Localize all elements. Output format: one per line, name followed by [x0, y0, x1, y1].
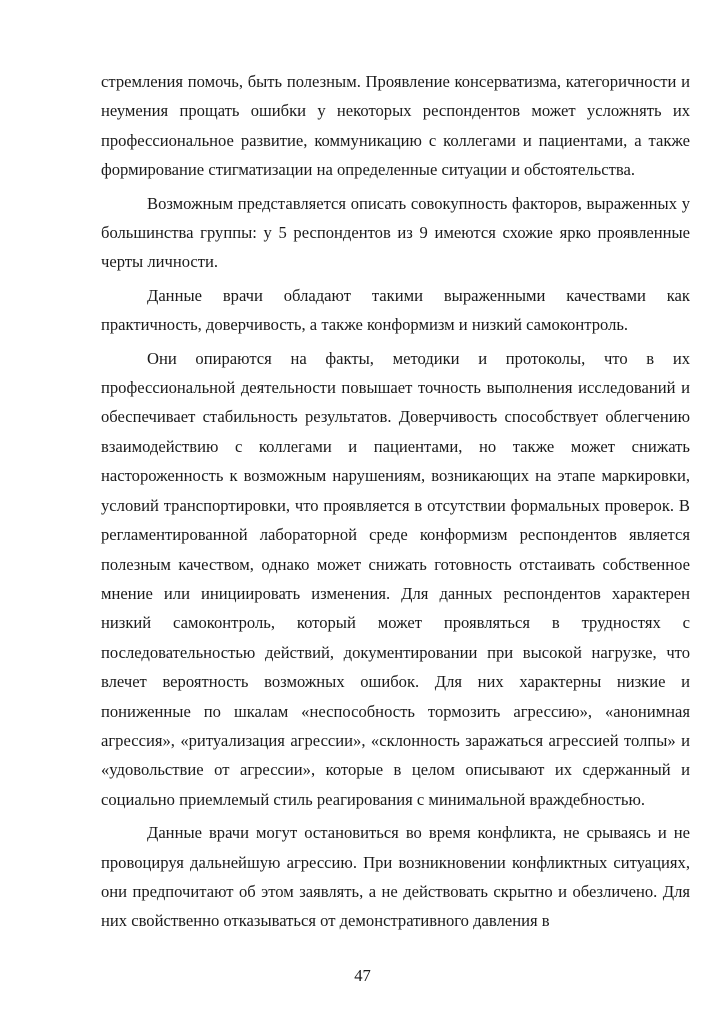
page-number: 47 [354, 966, 371, 985]
paragraph-factors: Возможным представляется описать совокупность факторов, выраженных у большинства группы: у 5 респондентов из 9 имеются схожие ярко проявленные черты личности. [101, 193, 690, 272]
paragraph-conflict: Данные врачи могут остановиться во время конфликта, не срываясь и не провоцируя дальнейшую агрессию. При возникновении конфликтных ситуациях, они предпочитают об этом заявлять, а не действовать скрытно и обезличено. Для них свойственно отказываться от демонстративного давления в [101, 823, 690, 931]
body-text [101, 67, 690, 936]
paragraph-continuation: стремления помочь, быть полезным. Проявление консерватизма, категоричности и неумения прощать ошибки у некоторых респондентов может усложнять их профессиональное развитие, коммуникацию с коллегами и пациентами, а также формирование стигматизации на определенные ситуации и обстоятельства. [101, 72, 690, 180]
paragraph-qualities: Данные врачи обладают такими выраженными качествами как практичность, доверчивость, а также конформизм и низкий самоконтроль. [101, 285, 690, 335]
paragraph-analysis: Они опираются на факты, методики и протоколы, что в их профессиональной деятельности повышает точность выполнения исследований и обеспечивает стабильность результатов. Доверчивость способствует облегчению взаимодействию с коллегами и пациентами, но также может снижать настороженность к возможным нарушениям, возникающих на этапе маркировки, условий транспортировки, что проявляется в отсутствии формальных проверок. В регламентированной лабораторной среде конформизм респондентов является полезным качеством, однако может снижать готовность отстаивать собственное мнение или инициировать изменения. Для данных респондентов характерен низкий самоконтроль, который может проявляться в трудностях с последовательностью действий, документировании при высокой нагрузке, что влечет вероятность возможных ошибок. Для них характерны низкие и пониженные по шкалам «неспособность тормозить агрессию», «анонимная агрессия», «ритуализация агрессии», «склонность заражаться агрессией толпы» и «удовольствие от агрессии», которые в целом описывают их сдержанный и социально приемлемый стиль реагирования с минимальной враждебностью. [101, 348, 690, 809]
